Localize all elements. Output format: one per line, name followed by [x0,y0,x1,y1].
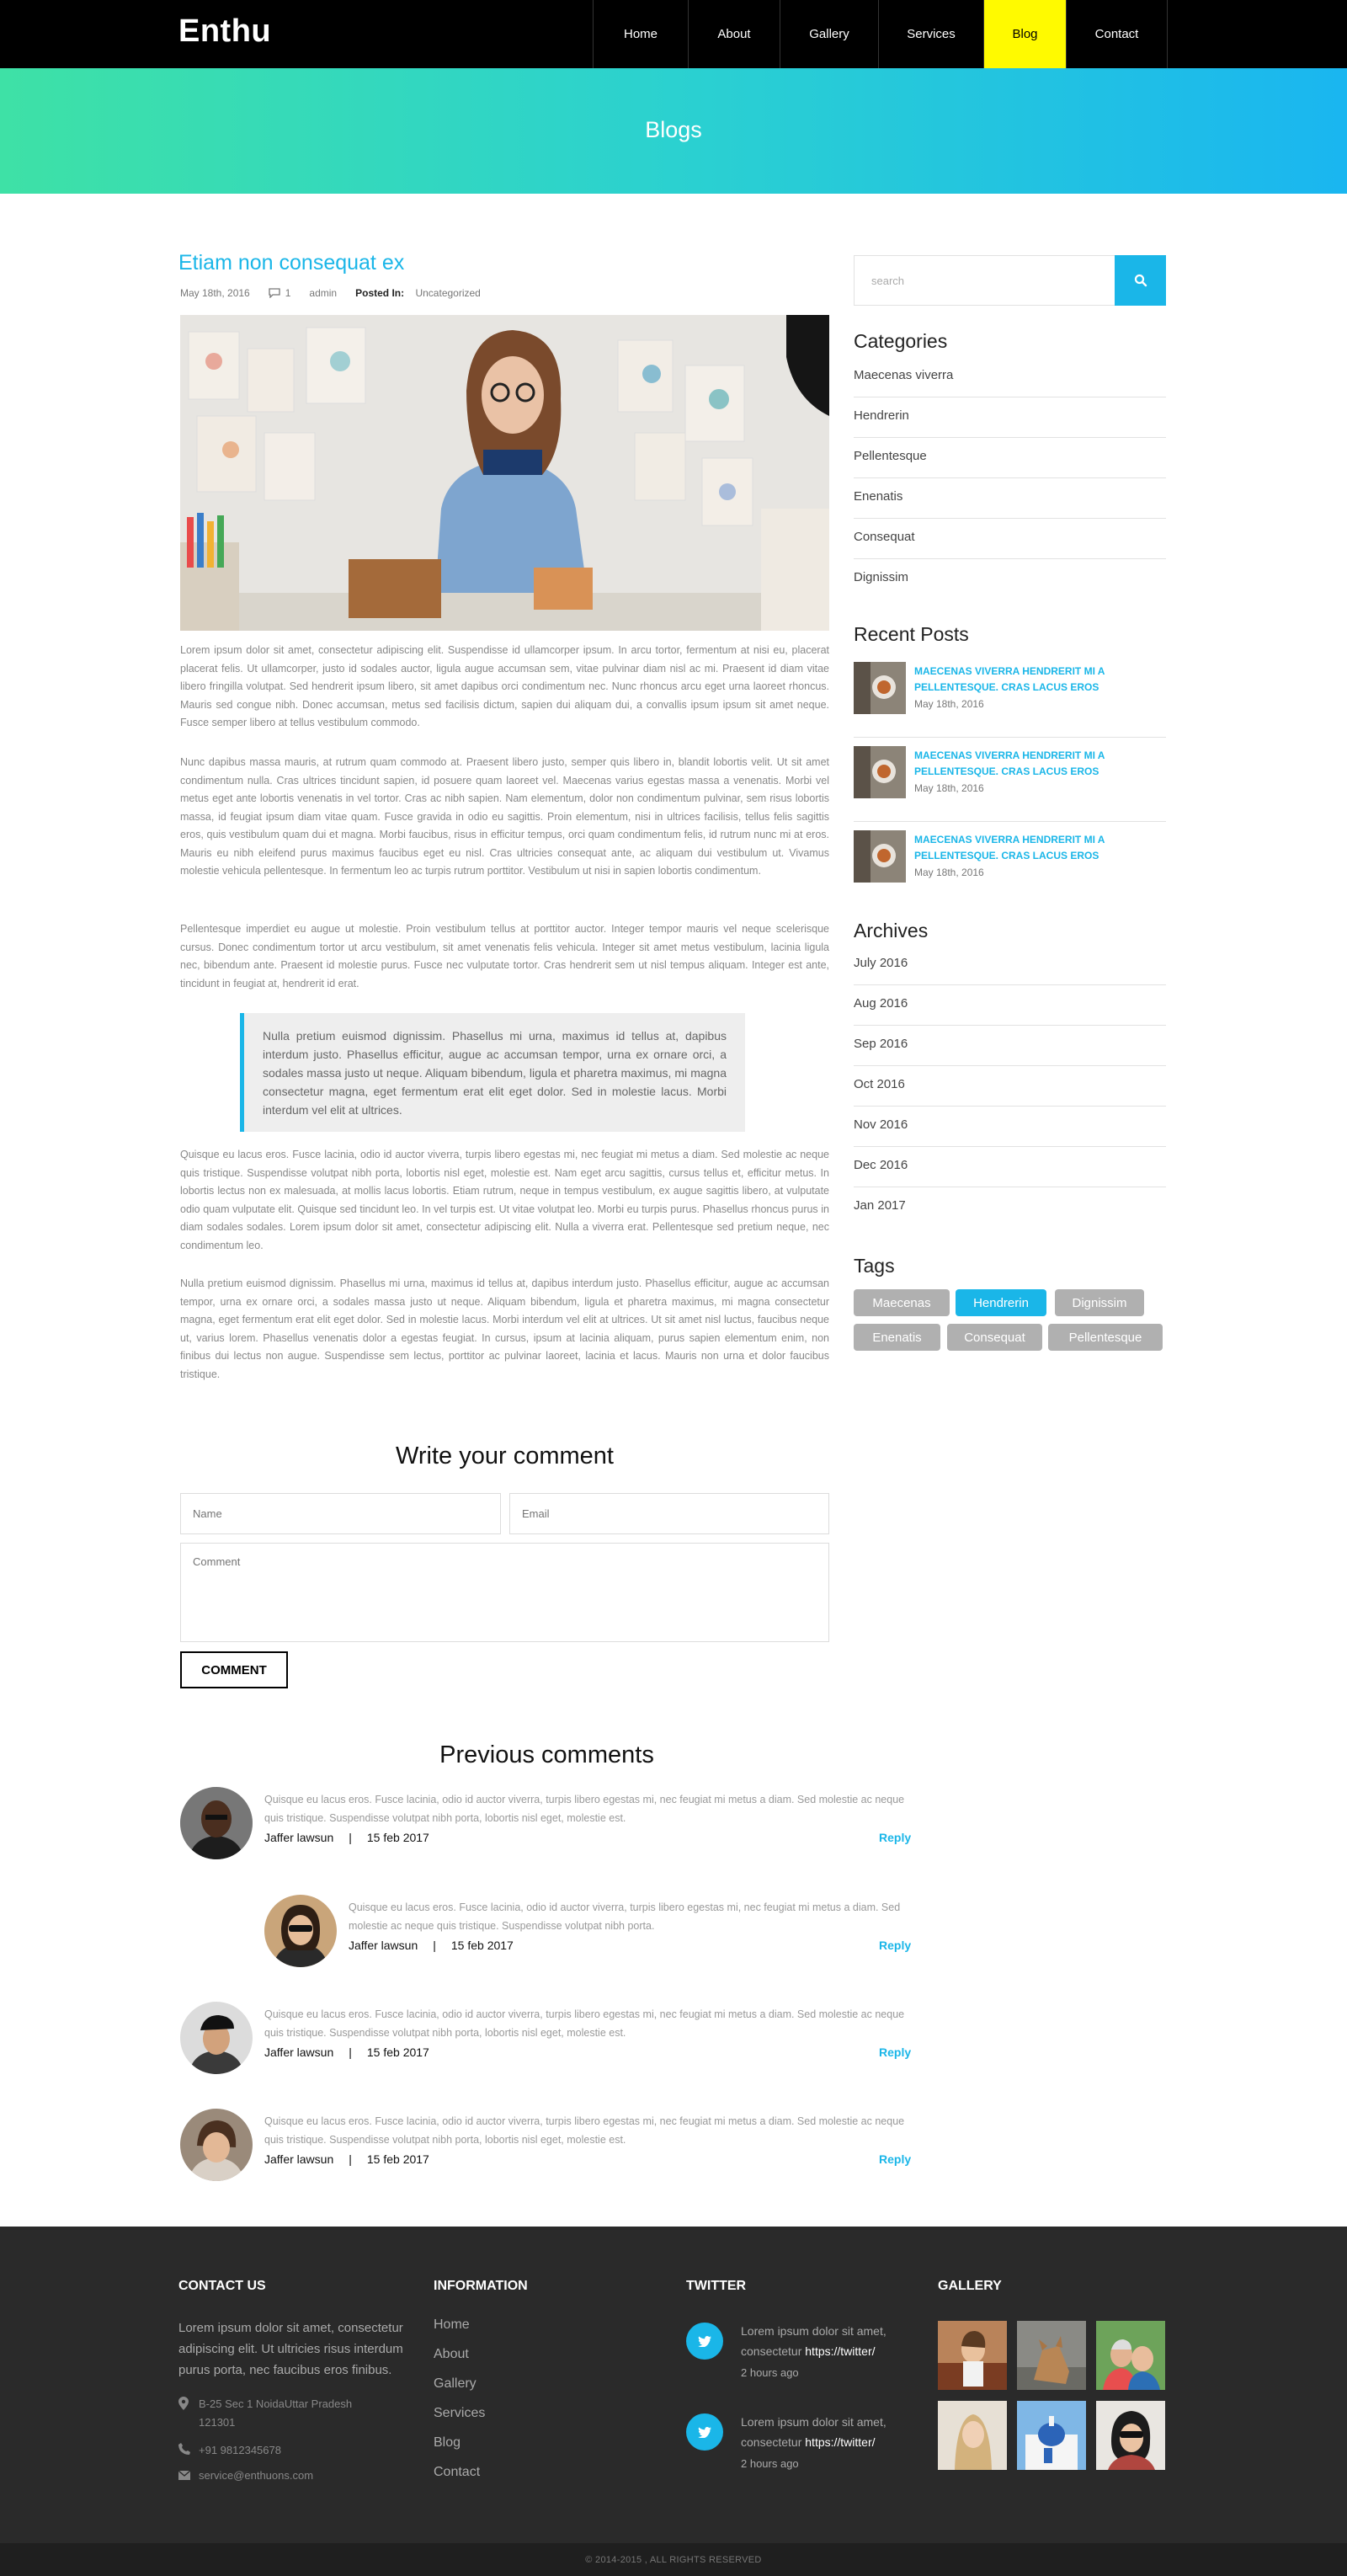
nav-item-blog[interactable]: Blog [984,0,1067,68]
recent-post-date: May 18th, 2016 [914,698,984,710]
gallery-thumb[interactable] [1017,2401,1086,2470]
gallery-thumb[interactable] [938,2401,1007,2470]
recent-post-title[interactable]: MAECENAS VIVERRA HENDRERIT MI A PELLENTESQUE. CRAS LACUS EROS [914,665,1105,693]
post-paragraph: Pellentesque imperdiet eu augue ut molestie. Proin vestibulum tellus at porttitor auctor. Integer tempor mauris vel neque scelerisque cursus. Donec condimentum tortor ut arcu vestibulum, sit amet venenatis felis vehicula. Integer sit amet metus vestibulum, lacinia ligula nec, bibendum ante. Praesent id molestie purus. Fusce nec vulputate tortor. Cras hendrerit sem ut nisl tempus aliquam. Integer est ante, tincidunt in feugiat at, hendrerit id erat. [180,923,829,989]
footer-link-about[interactable]: About [434,2347,469,2361]
footer-address [178,2395,410,2432]
search-input[interactable]: search [854,255,1115,306]
recent-post-title[interactable]: MAECENAS VIVERRA HENDRERIT MI A PELLENTESQUE. CRAS LACUS EROS [914,749,1105,777]
footer-contact-title: CONTACT US [178,2279,266,2293]
comment-text: Quisque eu lacus eros. Fusce lacinia, odio id auctor viverra, turpis libero egestas mi, nec feugiat mi metus a diam. Sed molestie ac neque quis tristique. Suspendisse volutpat nibh porta. [349,1901,901,1932]
separator: | [349,2152,352,2166]
location-icon [178,2397,189,2410]
tweet [741,2321,909,2383]
comment-text: Quisque eu lacus eros. Fusce lacinia, odio id auctor viverra, turpis libero egestas mi, nec feugiat mi metus a diam. Sed molestie ac neque quis tristique. Suspendisse volutpat nibh porta, lobortis nisl eget, molestie est. [264,2008,905,2039]
category-item[interactable]: Enenatis [854,478,1166,519]
footer-phone[interactable] [178,2441,281,2460]
tweet-link[interactable]: https://twitter/ [805,2435,876,2449]
comment-item [180,2109,913,2184]
recent-post-date: May 18th, 2016 [914,782,984,794]
recent-post-item[interactable] [854,738,1166,822]
gallery-thumb[interactable] [1096,2401,1165,2470]
main-menu [593,0,1168,68]
separator: | [349,2045,352,2059]
comment-icon [269,288,280,298]
post-paragraph: Nunc dapibus massa mauris, at rutrum quam commodo at. Praesent libero justo, semper quis libero in, blandit lobortis velit. Ut sit amet condimentum nulla. Cras ultrices tincidunt sapien, id posuere quam laoreet vel. Maecenas varius egestas massa a venenatis. Morbi vel metus eget ante lobortis venenatis in vel tortor. Cras ac nibh sapien. Nam elementum, dolor non condimentum pulvinar, sem risus lobortis massa, id feugiat ipsum diam vitae quam. Fusce gravida in odio eu sagittis. Proin elementum, nisi in ultrices facilisis, tellus felis sagittis eros, quis vestibulum quam dui et magna. Morbi faucibus, risus in efficitur tempus, orci quam condimentum felis, id rutrum nunc mi at eros. Mauris eu nibh eleifend purus maximus faucibus eget eu nisl. Cras ultricies consequat ante, ac aliquam dui vestibulum ut. Vivamus molestie vehicula pellentesque. In fermentum leo ac turpis rutrum porttitor. Vestibulum ut nisi in sapien lobortis condimentum. [180,756,829,877]
site-logo[interactable]: Enthu [178,13,272,49]
comment-item [180,2002,913,2077]
comment-date: 15 feb 2017 [366,1831,429,1844]
archive-item[interactable]: Oct 2016 [854,1066,1166,1107]
twitter-icon[interactable] [686,2323,723,2360]
recent-post-thumb [854,746,906,798]
tag-item[interactable]: Pellentesque [1048,1324,1163,1351]
mail-icon [178,2471,190,2480]
nav-item-home[interactable]: Home [594,0,689,68]
post-title[interactable]: Etiam non consequat ex [178,251,405,275]
tweet-line: Lorem ipsum dolor sit amet, [741,2324,886,2338]
recent-post-thumb [854,662,906,714]
comment-byline [264,1831,429,1844]
post-date: May 18th, 2016 [180,287,250,299]
search-icon [1134,274,1147,287]
comment-author: Jaffer lawsun [264,2045,334,2059]
comment-date: 15 feb 2017 [450,1939,514,1952]
tweet-line: consectetur [741,2344,806,2358]
post-paragraph: Lorem ipsum dolor sit amet, consectetur adipiscing elit. Suspendisse id ullamcorper ipsum. In arcu tortor, fermentum at nisi eu, placerat placerat felis. Ut ullamcorper, justo id sodales auctor, ligula augue accumsan sem, vitae pulvinar diam nisl ac mi. Praesent id diam vitae libero fringilla volutpat. Sed hendrerit ipsum libero, sit amet dapibus orci condimentum nec. Nunc rhoncus arcu eget urna laoreet rhoncus. Mauris sed congue nibh. Donec accumsan, metus sed facilisis dictum, sapien dui aliquam dui, a convallis ipsum ipsum sit amet neque. Fusce semper libero at tellus vestibulum commodo. [180,644,829,728]
archive-item[interactable]: July 2016 [854,945,1166,985]
gallery-thumb[interactable] [1017,2321,1086,2390]
post-paragraph: Quisque eu lacus eros. Fusce lacinia, odio id auctor viverra, turpis libero egestas mi, nec feugiat mi metus a diam. Sed molestie ac neque quis tristique. Suspendisse volutpat nibh porta, lobortis nisl eget, molestie est. Nam eget arcu sagittis, cursus tellus et, efficitur metus. In lobortis lectus non ex malesuada, at mollis lacus lobortis. Etiam rutrum, neque in tempus vestibulum, ex augue sagittis libero, at vulputate odio quam vulputate elit. Quisque sed tincidunt leo. In vel turpis est. Ut vitae volutpat leo. Morbi eu turpis purus. Phasellus rhoncus purus in diam sodales sodales. Lorem ipsum dolor sit amet, consectetur adipiscing elit. Nulla a viverra erat. Pellentesque sed pretium neque, nec condimentum leo. [180,1149,829,1251]
tags-title: Tags [854,1255,895,1277]
footer-gallery-title: GALLERY [938,2279,1002,2293]
footer-link-home[interactable]: Home [434,2317,470,2332]
avatar [180,2109,253,2181]
archive-item[interactable]: Sep 2016 [854,1026,1166,1066]
footer-email[interactable] [178,2467,313,2485]
avatar [264,1895,337,1967]
previous-comments-title: Previous comments [439,1741,654,1768]
nav-item-services[interactable]: Services [879,0,984,68]
twitter-icon[interactable] [686,2413,723,2451]
archive-item[interactable]: Aug 2016 [854,985,1166,1026]
nav-item-about[interactable]: About [689,0,780,68]
reply-link[interactable]: Reply [879,2045,912,2059]
address-line: B-25 Sec 1 NoidaUttar Pradesh [199,2397,353,2410]
post-hero-image [180,315,829,631]
reply-link[interactable]: Reply [879,1831,912,1844]
copyright-bar: © 2014-2015 , ALL RIGHTS RESERVED [0,2543,1347,2576]
comment-byline [349,1939,514,1952]
reply-link[interactable]: Reply [879,2152,912,2166]
avatar [180,2002,253,2074]
recent-post-thumb [854,830,906,883]
comment-author: Jaffer lawsun [264,2152,334,2166]
recent-post-title[interactable]: MAECENAS VIVERRA HENDRERIT MI A PELLENTESQUE. CRAS LACUS EROS [914,834,1105,861]
comment-author: Jaffer lawsun [264,1831,334,1844]
page-title: Blogs [645,117,702,142]
footer-link-gallery[interactable]: Gallery [434,2376,477,2391]
tag-item[interactable]: Enenatis [854,1324,940,1351]
tweet-line: Lorem ipsum dolor sit amet, [741,2415,886,2429]
page-banner [0,68,1347,194]
top-navbar [0,0,1347,68]
tag-item-active[interactable]: Hendrerin [956,1289,1046,1316]
archive-item[interactable]: Jan 2017 [854,1198,906,1213]
separator: | [433,1939,436,1952]
comment-text: Quisque eu lacus eros. Fusce lacinia, odio id auctor viverra, turpis libero egestas mi, nec feugiat mi metus a diam. Sed molestie ac neque quis tristique. Suspendisse volutpat nibh porta, lobortis nisl eget, molestie est. [264,1794,905,1824]
address-line: 121301 [199,2416,236,2429]
comment-author: Jaffer lawsun [349,1939,418,1952]
name-field[interactable] [180,1493,501,1534]
recent-post-date: May 18th, 2016 [914,867,984,878]
category-item[interactable]: Hendrerin [854,397,1166,438]
search-button[interactable] [1115,255,1166,306]
comment-item [180,1787,913,1863]
gallery-thumb[interactable] [938,2321,1007,2390]
tag-item[interactable]: Dignissim [1055,1289,1144,1316]
post-comments[interactable] [269,287,291,299]
comment-field[interactable] [180,1543,829,1642]
category-item[interactable]: Pellentesque [854,438,1166,478]
comment-form-title: Write your comment [396,1443,614,1469]
archive-item[interactable]: Nov 2016 [854,1107,1166,1147]
comment-byline [264,2152,429,2166]
phone-number: +91 9812345678 [199,2444,281,2456]
post-meta [180,287,481,299]
footer-link-blog[interactable]: Blog [434,2435,461,2450]
category-item[interactable]: Dignissim [854,570,909,584]
tweet [741,2412,909,2474]
nav-item-contact[interactable]: Contact [1067,0,1168,68]
footer-contact-text: Lorem ipsum dolor sit amet, consectetur adipiscing elit. Ut ultricies risus interdum purus porta, nec faucibus eros finibus. [178,2321,403,2377]
comment-submit-button[interactable]: COMMENT [180,1651,288,1688]
tag-item[interactable]: Maecenas [854,1289,950,1316]
category-item[interactable]: Maecenas viverra [854,357,1166,397]
comment-date: 15 feb 2017 [366,2152,429,2166]
categories-title: Categories [854,330,948,352]
tweet-time: 2 hours ago [741,2457,799,2470]
post-author[interactable]: admin [309,287,338,299]
post-comments-count: 1 [285,287,291,299]
tweet-link[interactable]: https://twitter/ [805,2344,876,2358]
archive-item[interactable]: Dec 2016 [854,1147,1166,1187]
recent-post-item[interactable] [854,822,1166,906]
category-item[interactable]: Consequat [854,519,1166,559]
footer-twitter-title: TWITTER [686,2279,747,2293]
email-field[interactable] [509,1493,829,1534]
reply-link[interactable]: Reply [879,1939,912,1952]
gallery-thumb[interactable] [1096,2321,1165,2390]
post-category[interactable]: Uncategorized [415,287,481,299]
recent-posts-title: Recent Posts [854,623,969,645]
post-paragraph: Nulla pretium euismod dignissim. Phasellus mi urna, maximus id tellus at, dapibus interdum justo. Phasellus efficitur, augue ac accumsan tempor, urna ex ornare orci, a sodales massa justo ut neque. Aliquam bibendum, ligula et pharetra maximus, mi magna consectetur magna, eget fermentum erat elit eget dolor. Sed in molestie lacus. Morbi interdum vel elit at ultrices. Ut sit amet nisl luctus, faucibus neque ut, varius lorem. Phasellus venenatis dolor a egestas feugiat. In cursus, ipsum at lacinia aliquam, purus sapien elementum enim, non finibus dui lectus non augue. Suspendisse sem lectus, porttitor ac pulvinar laoreet, lacinia et lacus. Mauris non urna et dolor faucibus tristique. [180,1277,829,1380]
avatar [180,1787,253,1859]
site-footer [0,2227,1347,2543]
tweet-line: consectetur [741,2435,806,2449]
email-address: service@enthuons.com [199,2469,314,2482]
footer-information-title: INFORMATION [434,2279,528,2293]
footer-link-services[interactable]: Services [434,2406,486,2420]
tweet-time: 2 hours ago [741,2366,799,2379]
recent-post-item[interactable] [854,653,1166,738]
comment-byline [264,2045,429,2059]
tag-item[interactable]: Consequat [947,1324,1042,1351]
footer-link-contact[interactable]: Contact [434,2465,481,2479]
archives-title: Archives [854,920,929,941]
post-blockquote: Nulla pretium euismod dignissim. Phasellus mi urna, maximus id tellus at, dapibus interdum justo. Phasellus efficitur, augue ac accumsan tempor, urna ex ornare orci, a sodales massa justo ut neque. Aliquam bibendum, ligula et pharetra maximus, mi magna consectetur magna, eget fermentum erat elit eget dolor. Sed in molestie lacus. Morbi interdum vel elit at ultrices. [240,1013,745,1132]
comment-text: Quisque eu lacus eros. Fusce lacinia, odio id auctor viverra, turpis libero egestas mi, nec feugiat mi metus a diam. Sed molestie ac neque quis tristique. Suspendisse volutpat nibh porta, lobortis nisl eget, molestie est. [264,2115,905,2146]
posted-in-label: Posted In: [355,287,405,299]
phone-icon [178,2443,190,2455]
comment-date: 15 feb 2017 [366,2045,429,2059]
comment-item-reply [264,1895,913,1971]
nav-item-gallery[interactable]: Gallery [780,0,879,68]
separator: | [349,1831,352,1844]
